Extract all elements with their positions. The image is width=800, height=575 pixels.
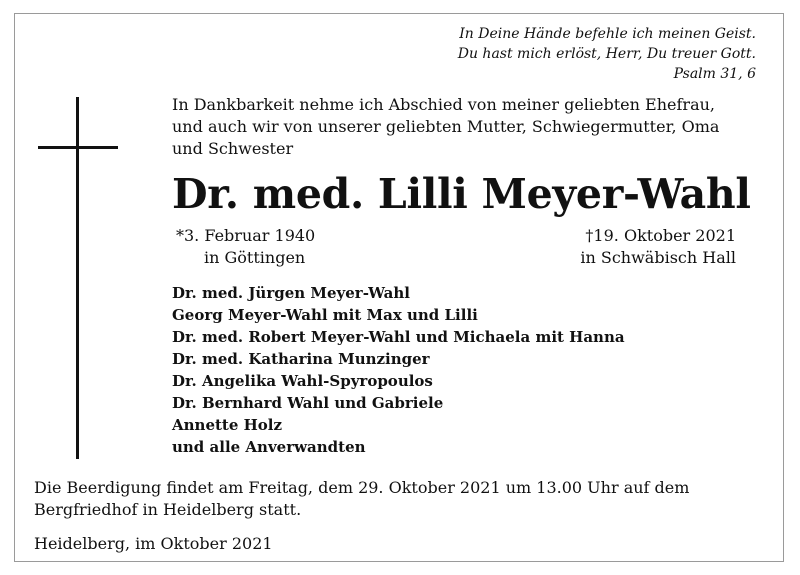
cross-icon [76,97,79,459]
mourner-item: Georg Meyer-Wahl mit Max und Lilli [172,306,478,324]
death-date: †19. Oktober 2021 [585,226,736,245]
funeral-line: Bergfriedhof in Heidelberg statt. [34,500,302,519]
death-place: in Schwäbisch Hall [580,248,736,267]
verse-line: In Deine Hände befehle ich meinen Geist. [459,26,756,42]
intro-line: und Schwester [172,139,294,158]
mourner-item: Dr. med. Katharina Munzinger [172,350,430,368]
death-info [580,225,736,269]
mourner-item: Dr. Angelika Wahl-Spyropoulos [172,372,433,390]
verse-line: Du hast mich erlöst, Herr, Du treuer Gott. [457,46,756,62]
birth-date: *3. Februar 1940 [176,226,316,245]
mourner-item: Dr. med. Robert Meyer-Wahl und Michaela mit Hanna [172,328,625,346]
mourner-item: Dr. med. Jürgen Meyer-Wahl [172,284,410,302]
intro-line: In Dankbarkeit nehme ich Abschied von meiner geliebten Ehefrau, [172,95,715,114]
funeral-info [34,477,774,521]
funeral-line: Die Beerdigung findet am Freitag, dem 29. Oktober 2021 um 13.00 Uhr auf dem [34,478,690,497]
mourners-list [172,282,625,458]
cross-icon-bar [38,146,118,149]
birth-place: in Göttingen [204,248,306,267]
mourner-item: Annette Holz [172,416,283,434]
birth-info [176,225,315,269]
deceased-name: Dr. med. Lilli Meyer-Wahl [172,170,751,218]
intro-line: und auch wir von unserer geliebten Mutter, Schwiegermutter, Oma [172,117,720,136]
mourner-item: Dr. Bernhard Wahl und Gabriele [172,394,444,412]
bible-verse [458,24,756,84]
verse-reference: Psalm 31, 6 [673,66,756,82]
place-and-date: Heidelberg, im Oktober 2021 [34,534,273,553]
mourner-item: und alle Anverwandten [172,438,366,456]
intro-text [172,94,772,160]
